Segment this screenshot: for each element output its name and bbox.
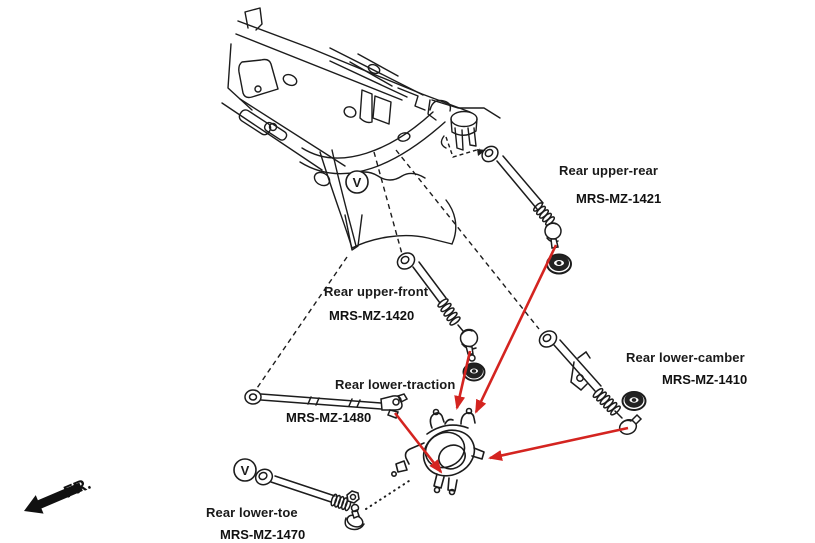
label-rear-upper-front: Rear upper-front	[324, 284, 429, 299]
partnumber-rear-lower-camber: MRS-MZ-1410	[662, 372, 748, 387]
locator-dashed-lines	[255, 137, 539, 509]
arrow-lower-camber-to-knuckle	[490, 428, 628, 458]
red-arrows	[395, 245, 628, 472]
lower-toe-link-drawing	[253, 467, 364, 530]
lower-camber-bushing	[623, 392, 646, 410]
view-marker-toe	[234, 459, 256, 481]
partnumber-rear-upper-rear: MRS-MZ-1421	[576, 191, 662, 206]
toe-link-nut	[347, 491, 359, 503]
view-marker-frame-letter: V	[352, 175, 362, 190]
arrow-lower-traction-to-knuckle	[395, 413, 441, 472]
label-rear-lower-toe: Rear lower-toe	[206, 505, 298, 520]
label-rear-lower-camber: Rear lower-camber	[626, 350, 745, 365]
view-marker-frame	[346, 171, 368, 193]
arrow-upper-rear-to-knuckle	[476, 245, 556, 412]
partnumber-rear-lower-traction: MRS-MZ-1480	[286, 410, 372, 425]
knuckle-drawing	[392, 409, 484, 495]
front-direction-label: FR.	[61, 473, 94, 502]
front-direction-arrow	[20, 474, 94, 520]
subframe-drawing	[222, 8, 500, 250]
partnumber-rear-upper-front: MRS-MZ-1420	[329, 308, 415, 323]
upper-rear-arm-drawing	[479, 143, 571, 273]
partnumber-rear-lower-toe: MRS-MZ-1470	[220, 527, 306, 542]
label-rear-upper-rear: Rear upper-rear	[559, 163, 659, 178]
lower-camber-arm-drawing	[536, 328, 645, 437]
label-rear-lower-traction: Rear lower-traction	[335, 377, 456, 392]
view-marker-toe-letter: V	[240, 463, 250, 478]
